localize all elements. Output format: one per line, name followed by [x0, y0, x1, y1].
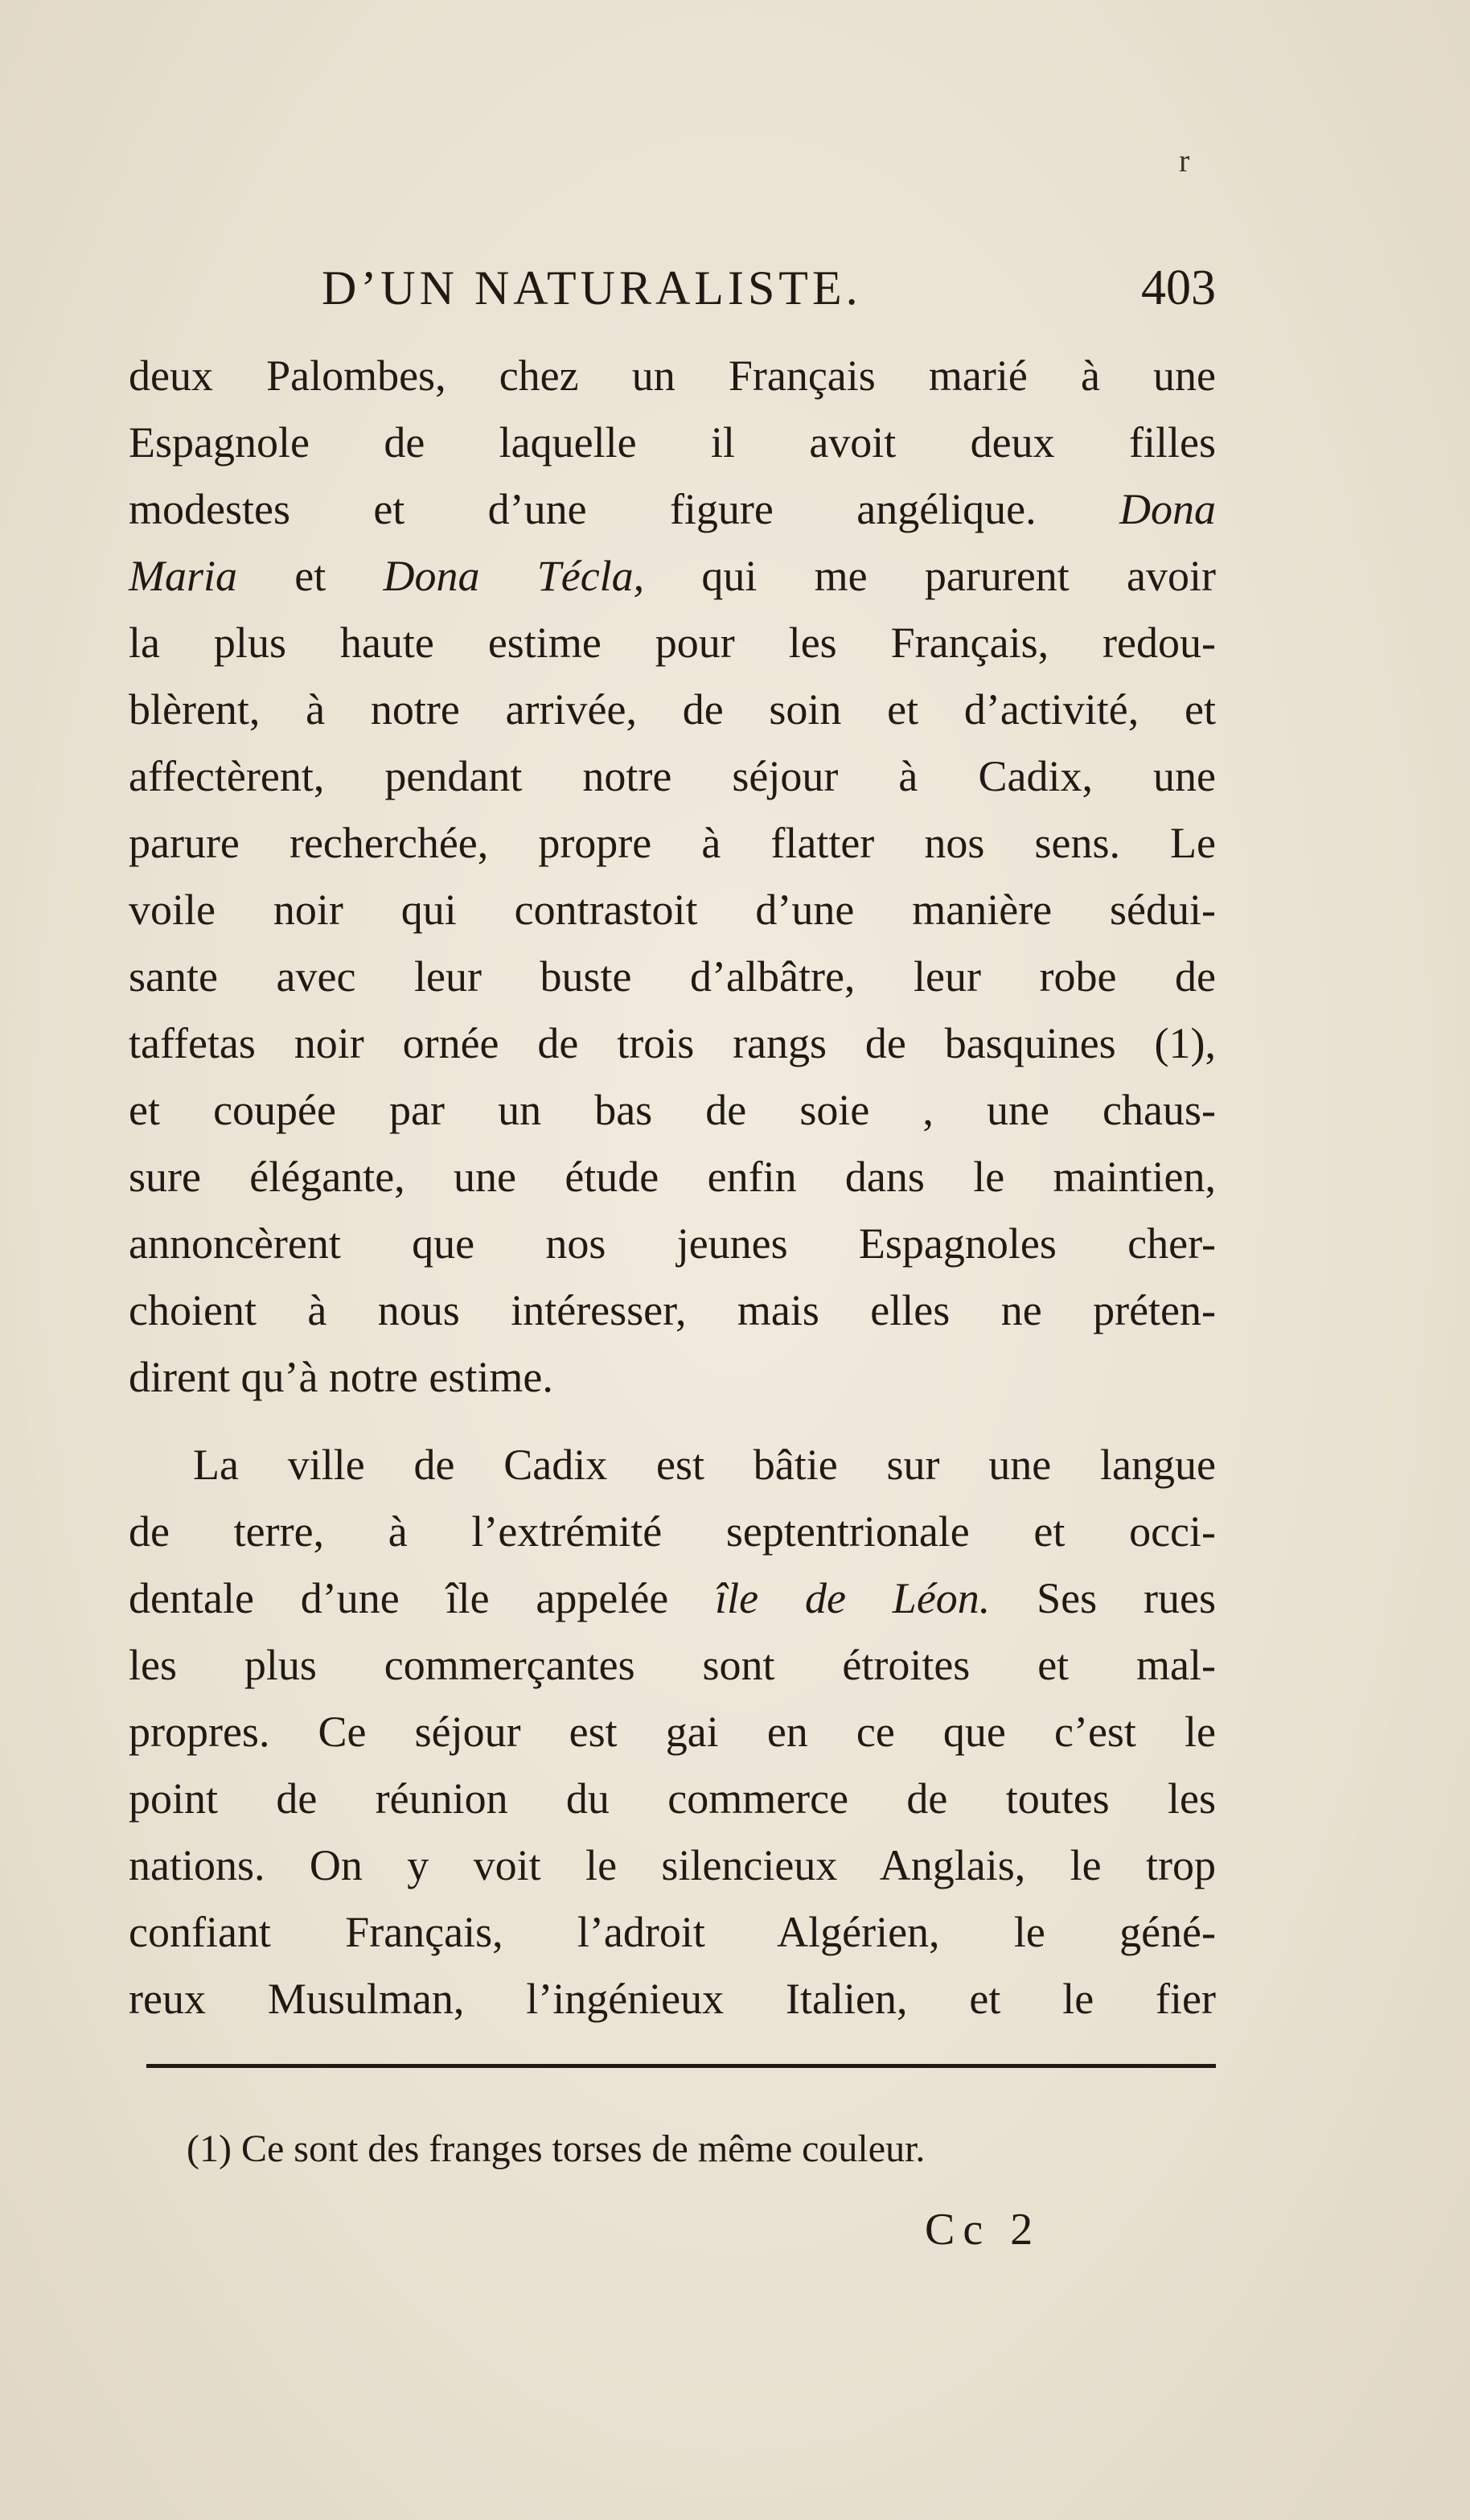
- footnote-rule: [146, 2064, 1216, 2068]
- text-line: annoncèrent que nos jeunes Espagnoles cher-: [129, 1219, 1216, 1268]
- body-text: [129, 343, 1216, 2033]
- text-line: propres. Ce séjour est gai en ce que c’est le: [129, 1708, 1216, 1756]
- text-segment: et: [237, 552, 384, 600]
- text-line: blèrent, à notre arrivée, de soin et d’activité, et: [129, 685, 1216, 734]
- text-line: confiant Français, l’adroit Algérien, le géné-: [129, 1908, 1216, 1956]
- text-line: Espagnole de laquelle il avoit deux filles: [129, 418, 1216, 467]
- text-line: parure recherchée, propre à flatter nos sens. Le: [129, 819, 1216, 867]
- text-line: nations. On y voit le silencieux Anglais, le trop: [129, 1841, 1216, 1889]
- running-head: [129, 256, 1216, 320]
- text-segment: qui me parurent avoir: [644, 552, 1216, 600]
- text-line: les plus commerçantes sont étroites et mal-: [129, 1641, 1216, 1689]
- italic-place: île de Léon.: [715, 1574, 991, 1622]
- text-line: deux Palombes, chez un Français marié à une: [129, 351, 1216, 400]
- text-line: dirent qu’à notre estime.: [129, 1353, 553, 1401]
- text-line: affectèrent, pendant notre séjour à Cadix, une: [129, 752, 1216, 800]
- footnote: (1) Ce sont des franges torses de même couleur.: [187, 2127, 926, 2170]
- italic-name: Dona: [1119, 485, 1216, 533]
- text-line: [129, 543, 1216, 610]
- paragraph-gap: [129, 1411, 1216, 1432]
- page-number: 403: [1141, 261, 1216, 315]
- italic-name: Maria: [129, 552, 237, 600]
- signature-mark: Cc 2: [925, 2205, 1041, 2255]
- text-line: [129, 1565, 1216, 1632]
- text-segment: dentale d’une île appelée: [129, 1574, 716, 1622]
- text-line: de terre, à l’extrémité septentrionale et occi-: [129, 1507, 1216, 1556]
- text-line: reux Musulman, l’ingénieux Italien, et le fier: [129, 1975, 1216, 2023]
- text-line: voile noir qui contrastoit d’une manière sédui-: [129, 886, 1216, 934]
- text-line: [129, 476, 1216, 543]
- text-line: La ville de Cadix est bâtie sur une langue: [193, 1441, 1216, 1489]
- text-line: sure élégante, une étude enfin dans le maintien,: [129, 1153, 1216, 1201]
- running-title: D’UN NATURALISTE.: [322, 261, 862, 314]
- text-line: sante avec leur buste d’albâtre, leur robe de: [129, 952, 1216, 1001]
- italic-name: Dona Técla,: [383, 552, 645, 600]
- text-line: taffetas noir ornée de trois rangs de basquines (1),: [129, 1019, 1216, 1067]
- text-segment: Ses rues: [990, 1574, 1216, 1622]
- text-segment: modestes et d’une figure angélique.: [129, 485, 1119, 533]
- text-line: la plus haute estime pour les Français, redou-: [129, 619, 1216, 667]
- text-line: choient à nous intéresser, mais elles ne préten-: [129, 1286, 1216, 1334]
- text-line: et coupée par un bas de soie , une chaus-: [129, 1086, 1216, 1134]
- text-line: point de réunion du commerce de toutes les: [129, 1774, 1216, 1823]
- corner-mark: r: [1179, 142, 1190, 179]
